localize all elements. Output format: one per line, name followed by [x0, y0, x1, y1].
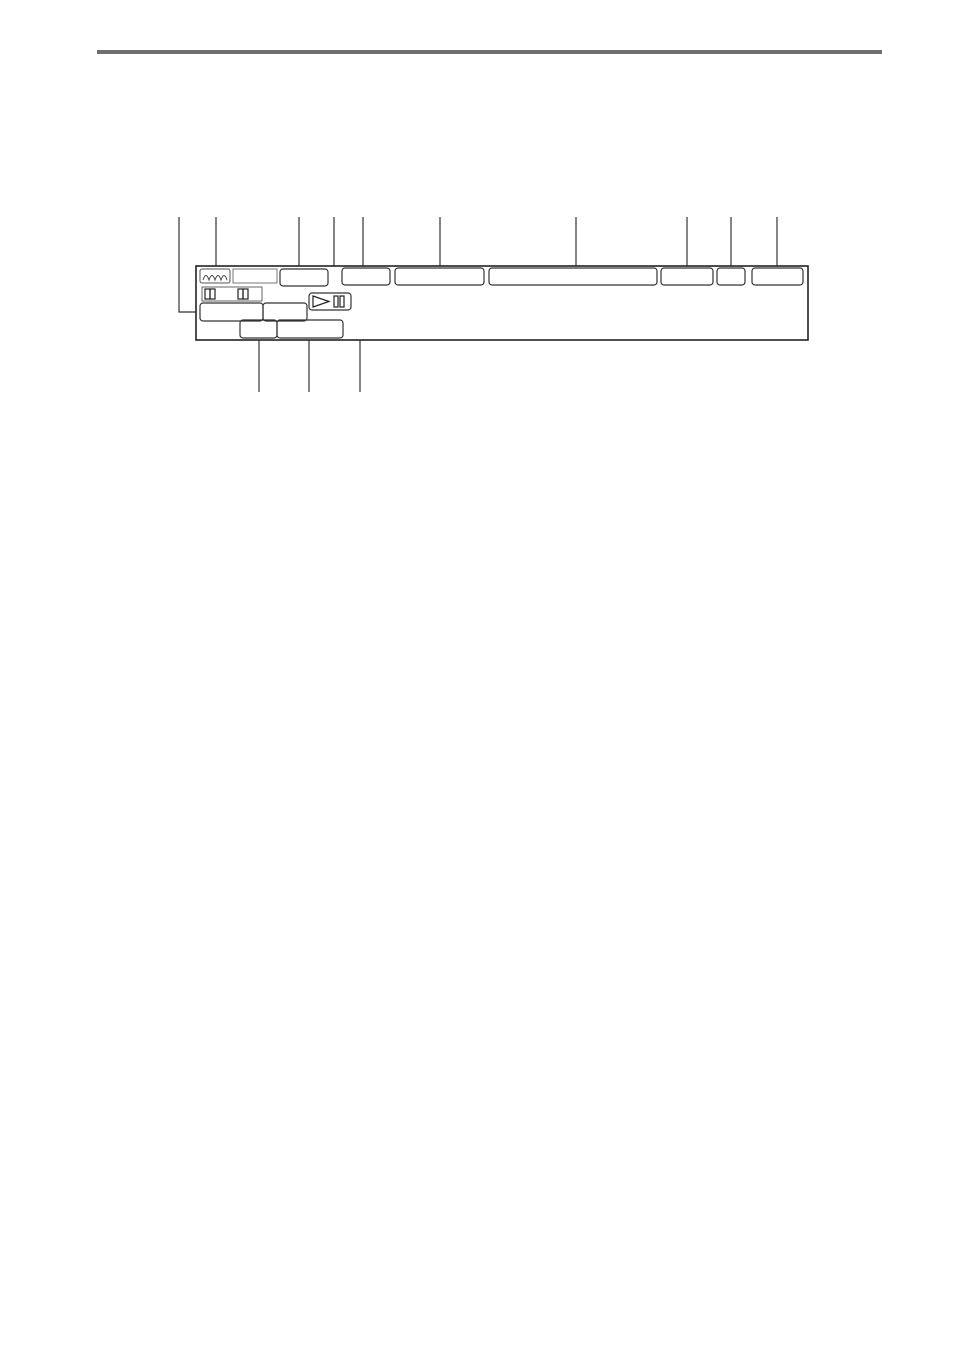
front-panel-diagram: [160, 188, 820, 418]
page-number: [42, 1285, 44, 1308]
section-rule: [97, 50, 882, 54]
